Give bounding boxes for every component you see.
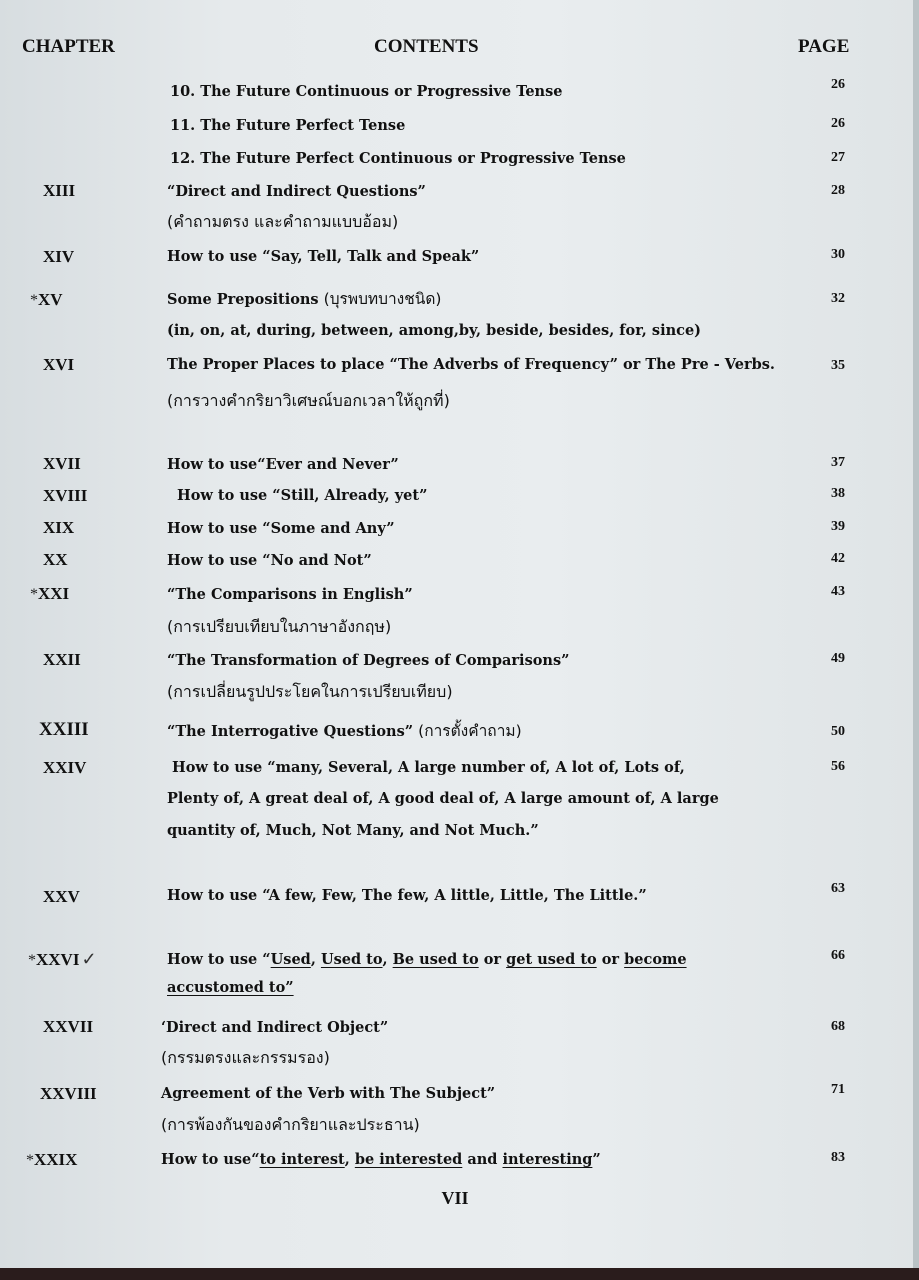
entry-title: “The Comparisons in English” — [167, 586, 413, 603]
entry-title: 10. The Future Continuous or Progressive Tense — [170, 83, 563, 100]
contents-title: CONTENTS — [374, 36, 479, 57]
page-number: 68 — [831, 1019, 845, 1034]
chapter-numeral: XVIII — [43, 486, 88, 505]
entry-title: How to use“to interest, be interested and interesting” — [161, 1151, 601, 1168]
entry-title-line2: accustomed to” — [167, 979, 294, 996]
background-edge — [0, 1268, 919, 1280]
chapter-numeral: *XXIX — [26, 1150, 78, 1169]
entry-title: 11. The Future Perfect Tense — [170, 117, 406, 134]
entry-thai-inline: (บุรพบทบางชนิด) — [323, 290, 442, 308]
page-number: 37 — [831, 455, 845, 470]
page-number: 30 — [831, 247, 845, 262]
page-number: 32 — [831, 291, 845, 306]
entry-thai-subtitle: (กรรมตรงและกรรมรอง) — [161, 1048, 330, 1067]
chapter-numeral: XIII — [43, 181, 76, 200]
chapter-numeral: *XXI — [30, 584, 70, 603]
entry-thai-subtitle: (การวางคำกริยาวิเศษณ์บอกเวลาให้ถูกที่) — [167, 391, 450, 410]
asterisk-mark: * — [26, 1152, 34, 1169]
page-number: 50 — [831, 724, 845, 739]
page-number: 43 — [831, 584, 845, 599]
entry-title: “Direct and Indirect Questions” — [167, 183, 426, 200]
page-number: 26 — [831, 77, 845, 92]
chapter-numeral: *XV — [30, 290, 63, 309]
page-edge — [913, 0, 919, 1280]
page-footer-numeral: VII — [441, 1188, 469, 1208]
chapter-numeral: XXIII — [39, 719, 89, 740]
page-number: 66 — [831, 948, 845, 963]
chapter-numeral: XXVIII — [40, 1084, 97, 1103]
chapter-numeral: XXV — [43, 887, 80, 906]
asterisk-mark: * — [30, 586, 38, 603]
chapter-numeral: XVI — [43, 355, 75, 374]
entry-thai-subtitle: (คำถามตรง และคำถามแบบอ้อม) — [167, 212, 399, 231]
entry-thai-subtitle: (การเปลี่ยนรูปประโยคในการเปรียบเทียบ) — [167, 682, 453, 701]
entry-title: How to use “Say, Tell, Talk and Speak” — [167, 248, 480, 265]
chapter-numeral: XXIV — [43, 758, 87, 777]
page-number: 83 — [831, 1150, 845, 1165]
entry-thai-subtitle: (การเปรียบเทียบในภาษาอังกฤษ) — [167, 617, 392, 636]
page-number: 38 — [831, 486, 845, 501]
entry-title: How to use “No and Not” — [167, 552, 372, 569]
entry-thai-inline: (การตั้งคำถาม) — [418, 722, 522, 740]
page-number: 35 — [831, 358, 845, 373]
entry-title: How to use “Some and Any” — [167, 520, 395, 537]
asterisk-mark: * — [30, 292, 38, 309]
page-number: 56 — [831, 759, 845, 774]
chapter-numeral: XIV — [43, 247, 75, 266]
entry-title: Some Prepositions (บุรพบทบางชนิด) — [167, 290, 442, 308]
page-number: 27 — [831, 150, 845, 165]
chapter-numeral: XXII — [43, 650, 81, 669]
entry-title: How to use “many, Several, A large number of, A lot of, Lots of, — [172, 759, 685, 776]
entry-title: “The Interrogative Questions” (การตั้งคำถาม) — [167, 722, 522, 740]
entry-title-line2: (in, on, at, during, between, among,by, beside, besides, for, since) — [167, 322, 702, 339]
chapter-column-header: CHAPTER — [22, 36, 115, 57]
page-number: 63 — [831, 881, 845, 896]
page-number: 26 — [831, 116, 845, 131]
entry-title: 12. The Future Perfect Continuous or Progressive Tense — [170, 150, 626, 167]
entry-title: How to use“Ever and Never” — [167, 456, 399, 473]
entry-title: ‘Direct and Indirect Object” — [161, 1019, 389, 1036]
page-number: 39 — [831, 519, 845, 534]
entry-title: Agreement of the Verb with The Subject” — [161, 1085, 496, 1102]
page-number: 42 — [831, 551, 845, 566]
entry-title: How to use “Used, Used to, Be used to or get used to or become — [167, 951, 687, 968]
entry-title: How to use “Still, Already, yet” — [177, 487, 428, 504]
chapter-numeral: XIX — [43, 518, 75, 537]
checkmark-icon: ✓ — [81, 949, 97, 969]
page-number: 28 — [831, 183, 845, 198]
entry-title: How to use “A few, Few, The few, A little, Little, The Little.” — [167, 887, 647, 904]
entry-title: “The Transformation of Degrees of Comparisons” — [167, 652, 570, 669]
page-number: 71 — [831, 1082, 845, 1097]
asterisk-mark: * — [28, 952, 36, 969]
chapter-numeral: *XXVI ✓ — [28, 949, 97, 969]
page-column-header: PAGE — [798, 36, 850, 57]
entry-title-line2: Plenty of, A great deal of, A good deal of, A large amount of, A large — [167, 790, 719, 807]
chapter-numeral: XVII — [43, 454, 81, 473]
entry-title-line3: quantity of, Much, Not Many, and Not Much.” — [167, 822, 539, 839]
page-number: 49 — [831, 651, 845, 666]
chapter-numeral: XX — [43, 550, 68, 569]
entry-thai-subtitle: (การพ้องกันของคำกริยาและประธาน) — [161, 1115, 420, 1134]
entry-title: The Proper Places to place “The Adverbs of Frequency” or The Pre - Verbs. — [167, 356, 775, 373]
chapter-numeral: XXVII — [43, 1017, 94, 1036]
